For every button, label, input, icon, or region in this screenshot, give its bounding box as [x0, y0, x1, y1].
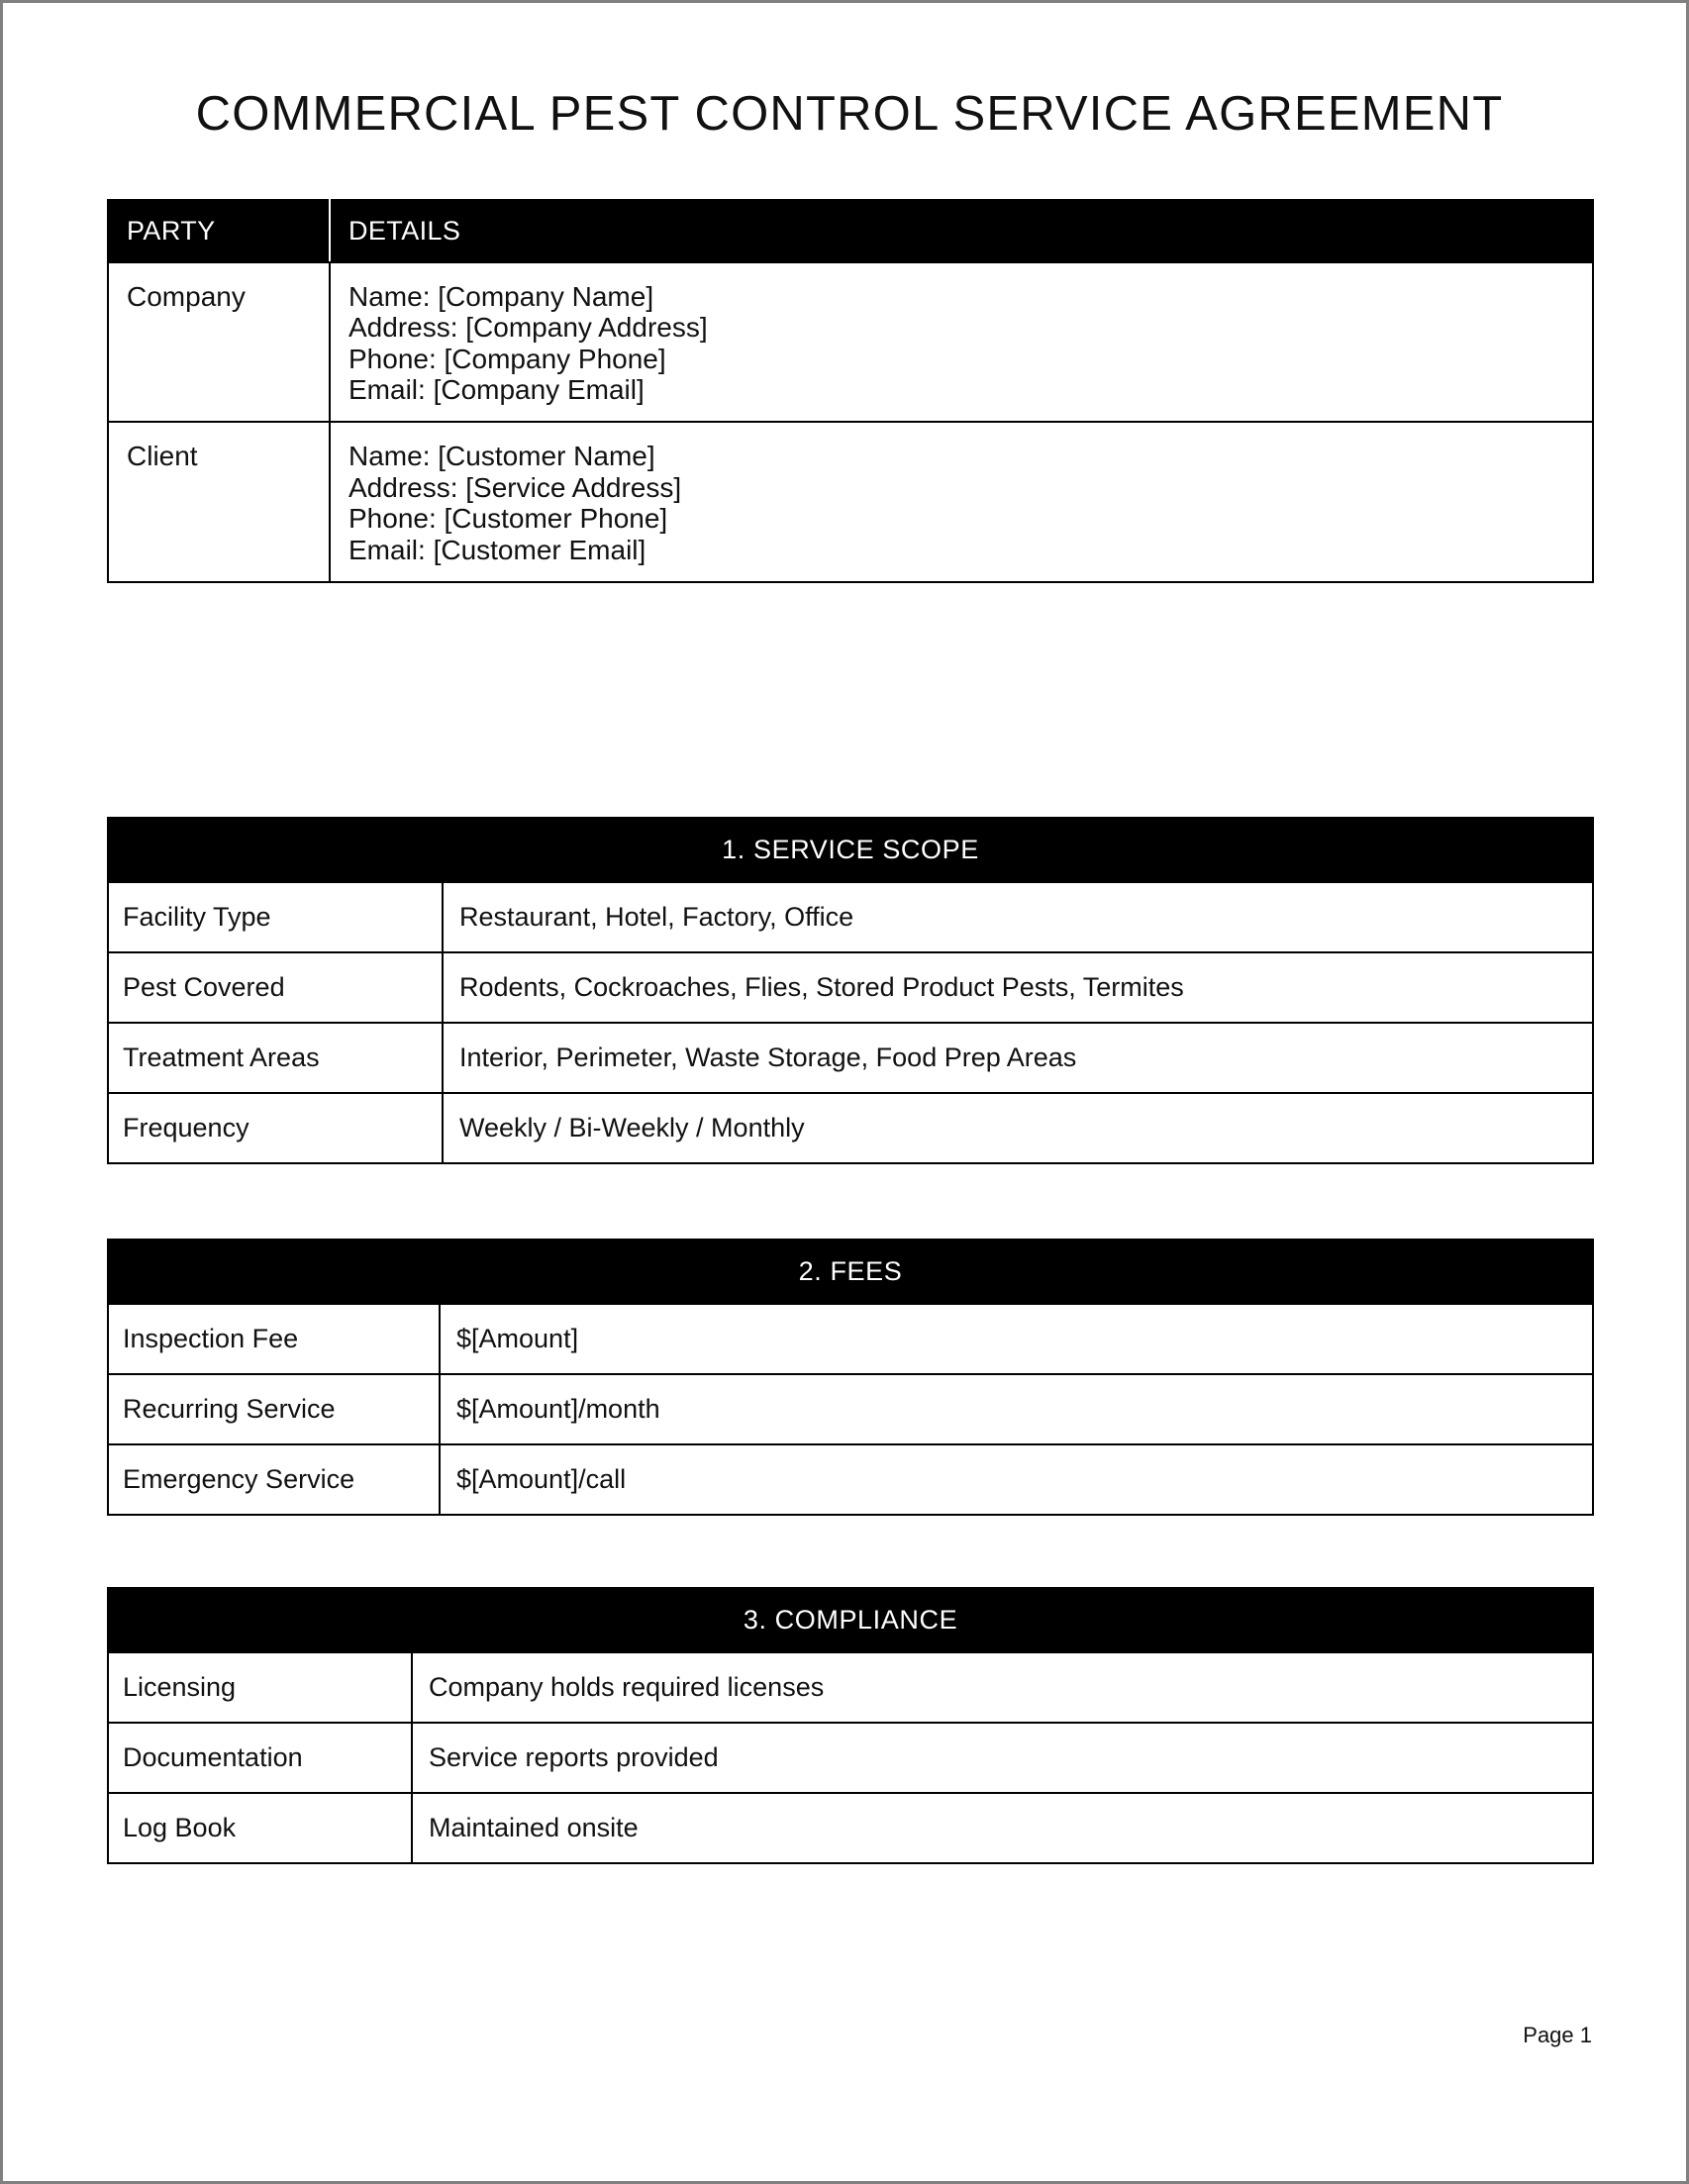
client-phone-line: Phone: [Customer Phone]: [348, 503, 668, 535]
compliance-header-row: [108, 1588, 1593, 1652]
row-label-recurring-service: Recurring Service: [108, 1374, 440, 1444]
company-address-line: Address: [Company Address]: [348, 312, 708, 344]
row-value-frequency: Weekly / Bi-Weekly / Monthly: [443, 1093, 1593, 1163]
row-label-licensing: Licensing: [108, 1652, 412, 1723]
row-label-frequency: Frequency: [108, 1093, 443, 1163]
page-title: COMMERCIAL PEST CONTROL SERVICE AGREEMENT: [195, 87, 1504, 141]
party-label-client: Client: [108, 422, 330, 581]
row-label-facility-type: Facility Type: [108, 882, 443, 952]
party-label-company: Company: [108, 262, 330, 422]
company-name-line: Name: [Company Name]: [348, 281, 654, 312]
table-row: [108, 882, 1593, 952]
table-row: [108, 1793, 1593, 1863]
client-name-line: Name: [Customer Name]: [348, 441, 655, 472]
service-scope-header-row: [108, 818, 1593, 882]
party-details-company: [330, 262, 1593, 422]
column-header-details: DETAILS: [330, 200, 1593, 262]
row-value-log-book: Maintained onsite: [412, 1793, 1593, 1863]
party-details-client: [330, 422, 1593, 581]
row-value-inspection-fee: $[Amount]: [440, 1304, 1593, 1374]
fees-header-row: [108, 1240, 1593, 1304]
row-label-emergency-service: Emergency Service: [108, 1444, 440, 1515]
table-row: [108, 1444, 1593, 1515]
row-value-recurring-service: $[Amount]/month: [440, 1374, 1593, 1444]
section-heading-service-scope: 1. SERVICE SCOPE: [108, 818, 1593, 882]
table-row: [108, 1374, 1593, 1444]
row-value-pest-covered: Rodents, Cockroaches, Flies, Stored Product Pests, Termites: [443, 952, 1593, 1023]
table-row: [108, 1093, 1593, 1163]
parties-table-header-row: [108, 200, 1593, 262]
section-heading-compliance: 3. COMPLIANCE: [108, 1588, 1593, 1652]
fees-table: [107, 1239, 1594, 1516]
row-label-treatment-areas: Treatment Areas: [108, 1023, 443, 1093]
row-label-log-book: Log Book: [108, 1793, 412, 1863]
section-heading-fees: 2. FEES: [108, 1240, 1593, 1304]
row-value-treatment-areas: Interior, Perimeter, Waste Storage, Food Prep Areas: [443, 1023, 1593, 1093]
service-scope-table: [107, 817, 1594, 1164]
table-row: [108, 952, 1593, 1023]
row-label-pest-covered: Pest Covered: [108, 952, 443, 1023]
table-row: [108, 1652, 1593, 1723]
table-row: [108, 1723, 1593, 1793]
table-row: [108, 1023, 1593, 1093]
row-label-documentation: Documentation: [108, 1723, 412, 1793]
compliance-table: [107, 1587, 1594, 1864]
row-label-inspection-fee: Inspection Fee: [108, 1304, 440, 1374]
company-email-line: Email: [Company Email]: [348, 374, 645, 406]
row-value-licensing: Company holds required licenses: [412, 1652, 1593, 1723]
row-value-facility-type: Restaurant, Hotel, Factory, Office: [443, 882, 1593, 952]
page-number-footer: Page 1: [1523, 2023, 1592, 2047]
client-address-line: Address: [Service Address]: [348, 471, 682, 503]
row-value-documentation: Service reports provided: [412, 1723, 1593, 1793]
client-email-line: Email: [Customer Email]: [348, 534, 646, 565]
table-row: [108, 422, 1593, 581]
column-header-party: PARTY: [108, 200, 330, 262]
table-row: [108, 262, 1593, 422]
company-phone-line: Phone: [Company Phone]: [348, 343, 666, 374]
row-value-emergency-service: $[Amount]/call: [440, 1444, 1593, 1515]
table-row: [108, 1304, 1593, 1374]
parties-table: [107, 199, 1594, 583]
